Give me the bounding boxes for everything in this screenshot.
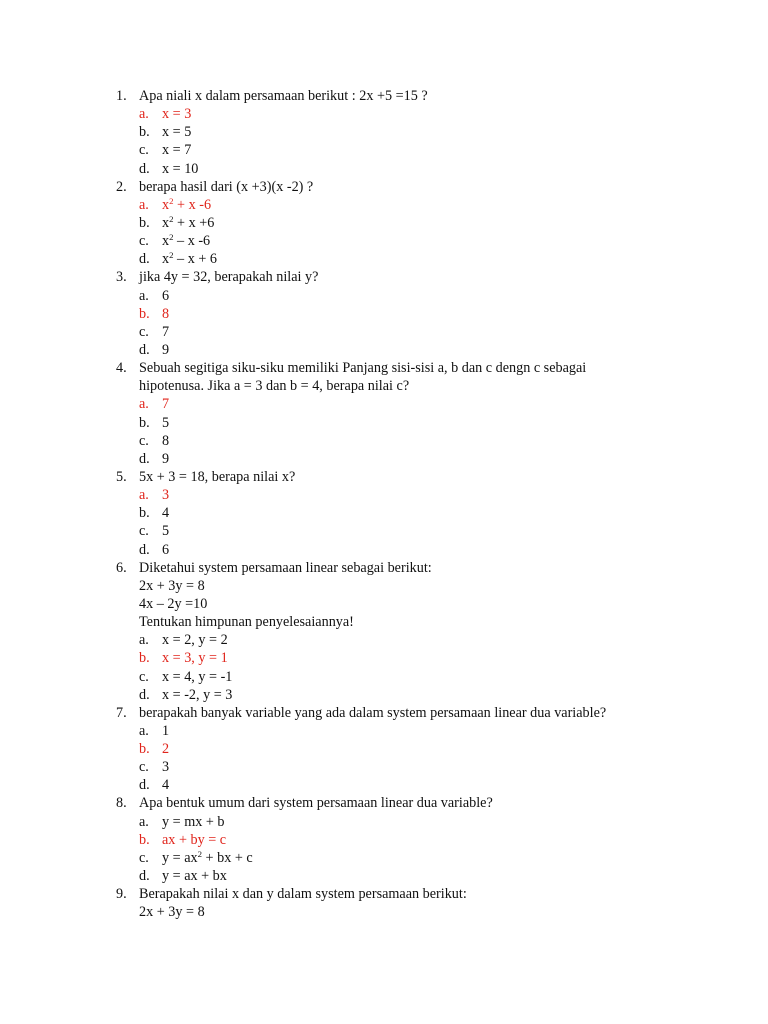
answer-option-correct (116, 395, 736, 413)
option-letter: b. (139, 414, 150, 431)
answer-option (116, 232, 736, 250)
option-text (162, 196, 211, 214)
option-text-rest: – x -6 (173, 233, 211, 250)
question-number: 7. (116, 704, 127, 721)
option-letter: c. (139, 432, 149, 449)
answer-option (116, 250, 736, 268)
option-text-base: x (162, 196, 170, 213)
option-text: 8 (162, 305, 170, 322)
question-text: hipotenusa. Jika a = 3 dan b = 4, berapa nilai c? (139, 378, 410, 395)
question-text: 2x + 3y = 8 (139, 904, 205, 921)
option-letter: c. (139, 759, 149, 776)
question-number: 4. (116, 360, 127, 377)
answer-option-correct (116, 105, 736, 123)
option-text-rest: – x + 6 (173, 251, 217, 268)
question-text: Sebuah segitiga siku-siku memiliki Panjang sisi-sisi a, b dan c dengn c sebagai (139, 360, 587, 377)
answer-option (116, 504, 736, 522)
question-text: Apa niali x dalam persamaan berikut : 2x +5 =15 ? (139, 88, 428, 104)
answer-option (116, 341, 736, 359)
option-text: 4 (162, 777, 170, 794)
answer-option (116, 450, 736, 468)
option-text: ax + by = c (162, 831, 227, 848)
option-letter: d. (139, 341, 150, 358)
answer-option (116, 541, 736, 559)
option-text: y = ax + bx (162, 868, 227, 885)
option-letter: b. (139, 831, 150, 848)
option-text-base: x (162, 214, 170, 231)
answer-option (116, 813, 736, 831)
option-text: 7 (162, 396, 170, 413)
option-text: x = 3, y = 1 (162, 650, 228, 667)
option-letter: c. (139, 233, 149, 250)
option-exponent: 2 (169, 214, 174, 225)
option-text: y = mx + b (162, 813, 225, 830)
answer-option (116, 758, 736, 776)
answer-option (116, 123, 736, 141)
answer-option (116, 414, 736, 432)
answer-option (116, 160, 736, 178)
option-letter: a. (139, 632, 149, 649)
option-text (162, 849, 253, 867)
option-letter: d. (139, 686, 150, 703)
question-text: Berapakah nilai x dan y dalam system persamaan berikut: (139, 886, 467, 903)
answer-option-correct (116, 196, 736, 214)
option-text: 5 (162, 414, 170, 431)
option-text (162, 214, 214, 232)
answer-option (116, 686, 736, 704)
answer-option (116, 668, 736, 686)
question-number: 3. (116, 269, 127, 286)
question-number: 5. (116, 468, 127, 485)
option-letter: c. (139, 323, 149, 340)
option-text-rest: + x -6 (173, 196, 212, 213)
option-text: 2 (162, 741, 170, 758)
question-text: Apa bentuk umum dari system persamaan linear dua variable? (139, 795, 493, 812)
question-text: 5x + 3 = 18, berapa nilai x? (139, 468, 296, 485)
option-text: 1 (162, 722, 170, 739)
answer-option (116, 141, 736, 159)
option-text: x = 4, y = -1 (162, 668, 233, 685)
option-text: x = 10 (162, 160, 199, 177)
answer-option-correct (116, 740, 736, 758)
option-letter: a. (139, 813, 149, 830)
answer-option (116, 522, 736, 540)
option-text: 9 (162, 341, 170, 358)
question-line (116, 178, 736, 196)
question-text: berapakah banyak variable yang ada dalam system persamaan linear dua variable? (139, 704, 607, 721)
question-number: 6. (116, 559, 127, 576)
option-text-base: y = ax (162, 849, 198, 866)
question-text: Tentukan himpunan penyelesaiannya! (139, 614, 354, 631)
option-text: x = 5 (162, 124, 192, 141)
option-letter: d. (139, 251, 150, 268)
option-text: 6 (162, 541, 170, 558)
option-text: x = 2, y = 2 (162, 632, 228, 649)
option-text: x = 3 (162, 106, 192, 123)
option-text-rest: + bx + c (202, 849, 253, 866)
question-line (116, 268, 736, 286)
option-text-base: x (162, 233, 170, 250)
question-line (116, 87, 736, 105)
question-number: 9. (116, 886, 127, 903)
question-line (116, 468, 736, 486)
question-text: 4x – 2y =10 (139, 595, 208, 612)
option-text: 3 (162, 487, 170, 504)
answer-option-correct (116, 649, 736, 667)
answer-option (116, 776, 736, 794)
option-letter: a. (139, 487, 149, 504)
answer-option-correct (116, 486, 736, 504)
answer-option (116, 287, 736, 305)
question-continuation-line (116, 903, 736, 921)
option-exponent: 2 (169, 232, 174, 243)
option-text: 6 (162, 287, 170, 304)
option-letter: d. (139, 541, 150, 558)
answer-option (116, 432, 736, 450)
option-exponent: 2 (169, 250, 174, 261)
question-text: 2x + 3y = 8 (139, 577, 205, 594)
option-text: x = -2, y = 3 (162, 686, 233, 703)
option-letter: d. (139, 160, 150, 177)
option-letter: c. (139, 142, 149, 159)
question-text: jika 4y = 32, berapakah nilai y? (139, 269, 319, 286)
answer-option (116, 631, 736, 649)
option-letter: d. (139, 450, 150, 467)
question-line (116, 559, 736, 577)
option-letter: b. (139, 124, 150, 141)
option-letter: b. (139, 650, 150, 667)
question-line (116, 794, 736, 812)
question-continuation-line (116, 613, 736, 631)
option-letter: a. (139, 722, 149, 739)
option-text: 7 (162, 323, 170, 340)
answer-option (116, 214, 736, 232)
question-text: Diketahui system persamaan linear sebagai berikut: (139, 559, 432, 576)
option-text: x = 7 (162, 142, 192, 159)
option-text (162, 232, 210, 250)
answer-option (116, 722, 736, 740)
question-line (116, 704, 736, 722)
question-line (116, 359, 736, 377)
question-continuation-line (116, 595, 736, 613)
option-letter: a. (139, 287, 149, 304)
answer-option (116, 849, 736, 867)
question-number: 1. (116, 88, 127, 104)
option-letter: b. (139, 214, 150, 231)
option-exponent: 2 (169, 196, 174, 207)
option-letter: c. (139, 668, 149, 685)
option-text: 5 (162, 523, 170, 540)
question-line (116, 885, 736, 903)
option-text: 8 (162, 432, 170, 449)
question-continuation-line (116, 577, 736, 595)
answer-option-correct (116, 831, 736, 849)
question-continuation-line (116, 377, 736, 395)
option-letter: c. (139, 849, 149, 866)
option-letter: a. (139, 106, 149, 123)
option-letter: a. (139, 396, 149, 413)
option-text: 4 (162, 505, 170, 522)
option-text: 9 (162, 450, 170, 467)
option-letter: c. (139, 523, 149, 540)
question-text: berapa hasil dari (x +3)(x -2) ? (139, 178, 314, 195)
option-letter: b. (139, 505, 150, 522)
option-letter: b. (139, 305, 150, 322)
question-number: 2. (116, 178, 127, 195)
question-list (116, 87, 736, 921)
answer-option (116, 867, 736, 885)
option-text: 3 (162, 759, 170, 776)
option-text-rest: + x +6 (173, 214, 215, 231)
option-letter: a. (139, 196, 149, 213)
option-letter: d. (139, 777, 150, 794)
question-number: 8. (116, 795, 127, 812)
option-text (162, 250, 217, 268)
option-text-base: x (162, 251, 170, 268)
answer-option (116, 323, 736, 341)
option-exponent: 2 (197, 849, 202, 860)
answer-option-correct (116, 305, 736, 323)
option-letter: d. (139, 868, 150, 885)
option-letter: b. (139, 741, 150, 758)
